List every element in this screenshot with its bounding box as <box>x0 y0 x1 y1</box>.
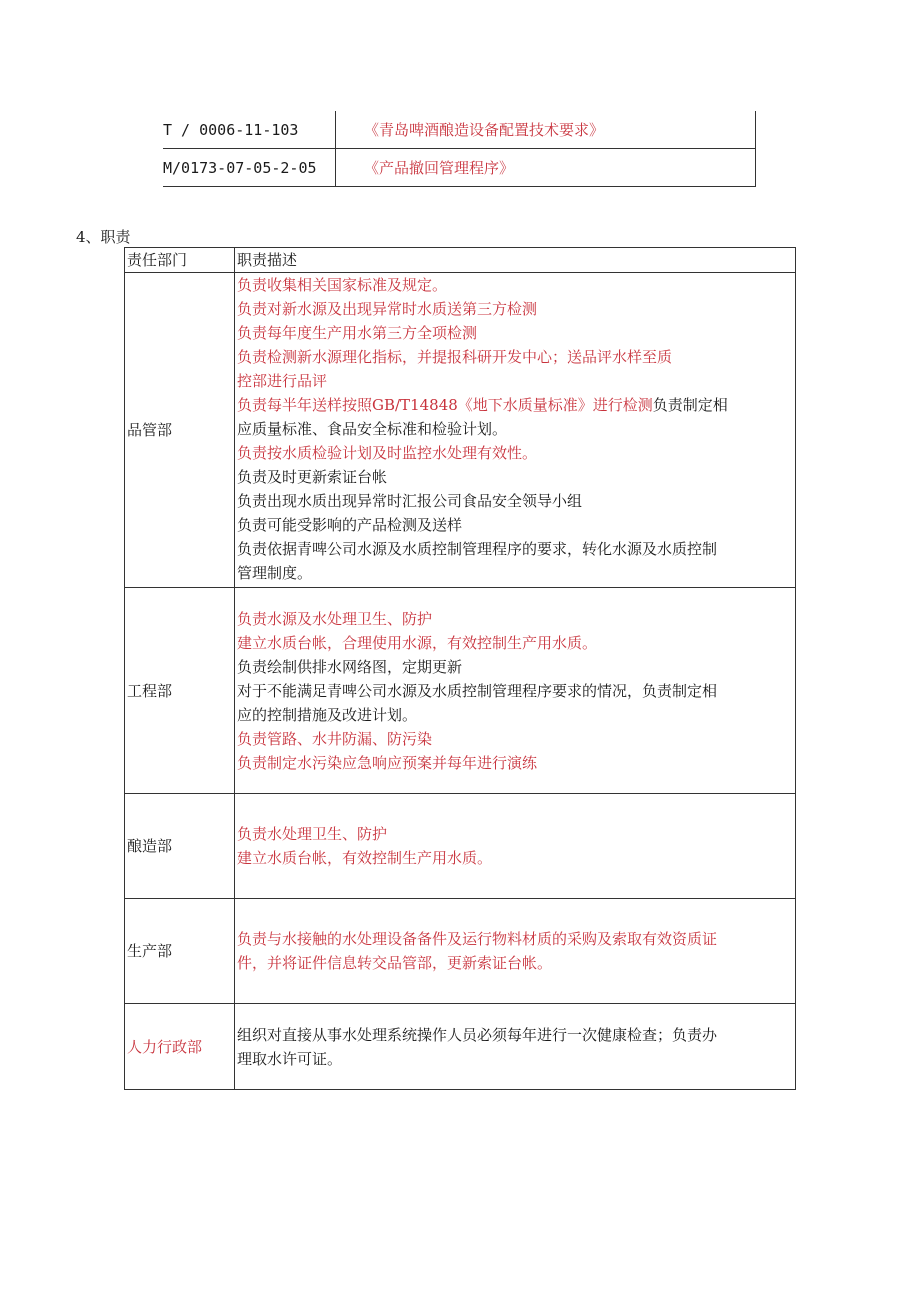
duty-line <box>237 1047 793 1071</box>
header-dept: 责任部门 <box>125 248 235 273</box>
duty-row <box>125 899 796 1004</box>
duty-text: 负责对新水源及出现异常时水质送第三方检测 <box>237 300 538 318</box>
duty-line <box>237 927 793 951</box>
dept-cell: 生产部 <box>125 899 235 1004</box>
duty-line <box>237 655 793 679</box>
duty-text: 负责与水接触的水处理设备备件及运行物料材质的采购及索取有效资质证 <box>237 930 718 948</box>
duty-line <box>237 465 793 489</box>
duty-line <box>237 751 793 775</box>
duty-line <box>237 703 793 727</box>
duty-text: 负责检测新水源理化指标，并提报科研开发中心；送品评水样至质 <box>237 348 673 366</box>
dept-cell: 人力行政部 <box>125 1004 235 1090</box>
duty-line <box>237 1023 793 1047</box>
duty-line <box>237 822 793 846</box>
duty-line <box>237 607 793 631</box>
duty-text: 负责收集相关国家标准及规定。 <box>237 276 448 294</box>
duty-line <box>237 951 793 975</box>
duty-line <box>237 393 793 417</box>
duty-text: 负责水源及水处理卫生、防护 <box>237 609 433 628</box>
duty-text: 组织对直接从事水处理系统操作人员必须每年进行一次健康检查；负责办 <box>237 1025 718 1044</box>
duty-line <box>237 345 793 369</box>
duty-row <box>125 1004 796 1090</box>
duty-text: 管理制度。 <box>237 564 313 582</box>
duty-line <box>237 537 793 561</box>
duty-text: 负责按水质检验计划及时监控水处理有效性。 <box>237 444 538 462</box>
duty-text: 建立水质台帐，合理使用水源，有效控制生产用水质。 <box>237 633 598 652</box>
reference-table <box>163 111 756 187</box>
duty-row <box>125 588 796 794</box>
reference-title: 《产品撤回管理程序》 <box>336 149 756 187</box>
duty-line <box>237 513 793 537</box>
duty-row <box>125 794 796 899</box>
duty-text: 件，并将证件信息转交品管部，更新索证台帐。 <box>237 954 553 972</box>
duty-line <box>237 441 793 465</box>
duty-text: 负责及时更新索证台帐 <box>237 468 388 486</box>
duty-text: 应的控制措施及改进计划。 <box>237 705 418 724</box>
duty-row <box>125 273 796 588</box>
duty-text: 负责可能受影响的产品检测及送样 <box>237 516 463 534</box>
duty-line <box>237 417 793 441</box>
desc-cell <box>235 899 796 1004</box>
duty-text: 控部进行品评 <box>237 372 328 390</box>
duty-text: 建立水质台帐，有效控制生产用水质。 <box>237 849 493 867</box>
dept-cell: 酿造部 <box>125 794 235 899</box>
duty-text: 负责制定水污染应急响应预案并每年进行演练 <box>237 753 538 772</box>
desc-cell <box>235 588 796 794</box>
duty-text: 负责绘制供排水网络图，定期更新 <box>237 657 463 676</box>
duty-line <box>237 273 793 297</box>
desc-cell <box>235 1004 796 1090</box>
responsibility-table <box>124 247 796 1090</box>
duty-text: 负责每半年送样按照GB/T14848《地下水质量标准》进行检测 <box>237 396 653 414</box>
duty-text: 理取水许可证。 <box>237 1049 343 1068</box>
duty-line <box>237 631 793 655</box>
duty-text: 对于不能满足青啤公司水源及水质控制管理程序要求的情况，负责制定相 <box>237 681 718 700</box>
reference-row <box>163 149 756 187</box>
duty-line <box>237 489 793 513</box>
duty-line <box>237 561 793 585</box>
dept-cell: 工程部 <box>125 588 235 794</box>
duty-text: 负责出现水质出现异常时汇报公司食品安全领导小组 <box>237 492 583 510</box>
reference-code: M/0173-07-05-2-05 <box>163 149 336 187</box>
duty-text: 负责每年度生产用水第三方全项检测 <box>237 324 478 342</box>
duty-text-tail: 负责制定相 <box>652 396 728 414</box>
duty-text: 负责管路、水井防漏、防污染 <box>237 729 433 748</box>
duty-line <box>237 297 793 321</box>
duty-text: 负责依据青啤公司水源及水质控制管理程序的要求，转化水源及水质控制 <box>237 540 718 558</box>
desc-cell <box>235 273 796 588</box>
reference-title: 《青岛啤酒酿造设备配置技术要求》 <box>336 111 756 149</box>
duty-line <box>237 727 793 751</box>
reference-row <box>163 111 756 149</box>
header-desc: 职责描述 <box>235 248 796 273</box>
section-heading: 4、职责 <box>76 228 131 246</box>
reference-code: T / 0006-11-103 <box>163 111 336 149</box>
duty-text: 负责水处理卫生、防护 <box>237 825 388 843</box>
duty-line <box>237 321 793 345</box>
dept-cell: 品管部 <box>125 273 235 588</box>
duty-text: 应质量标准、食品安全标准和检验计划。 <box>237 420 508 438</box>
desc-cell <box>235 794 796 899</box>
duty-line <box>237 846 793 870</box>
duty-line <box>237 369 793 393</box>
duty-line <box>237 679 793 703</box>
table-header-row <box>125 248 796 273</box>
